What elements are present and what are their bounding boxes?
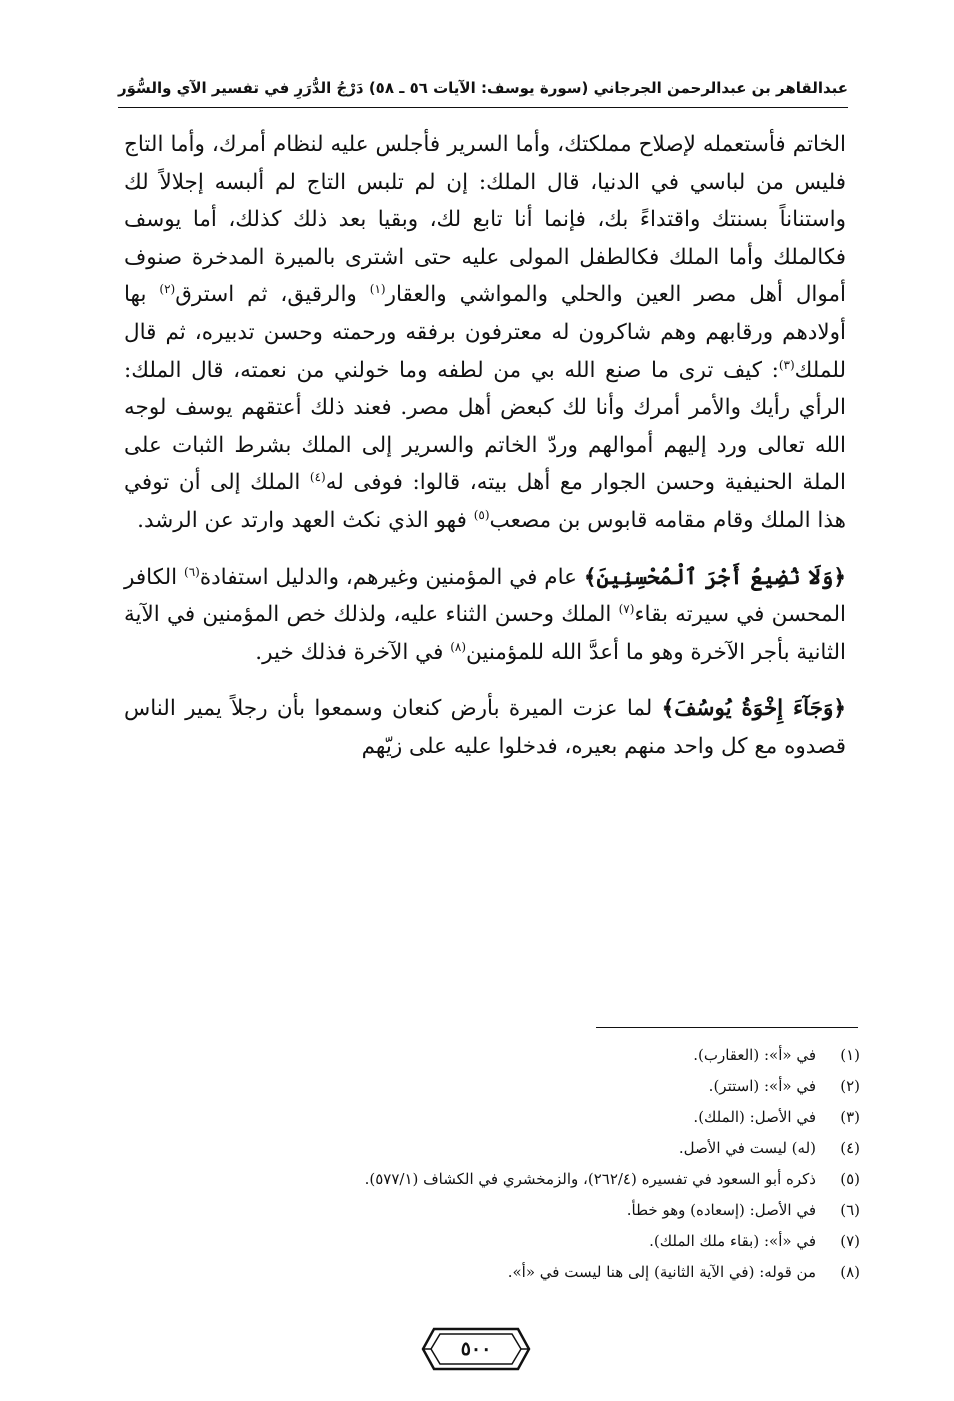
footnote-text: في «أ»: (استتر). xyxy=(708,1077,816,1095)
footnote-text: من قوله: (في الآية الثانية) إلى هنا ليست في «أ». xyxy=(507,1263,816,1281)
text-run: بها أولادهم ورقابهم وهم شاكرون له معترفون برفقه ورحمته وحسن تدبيره، ثم قال للملك xyxy=(124,282,846,383)
quran-verse: وَجَآءَ إِخْوَةُ يُوسُفَ xyxy=(674,696,834,722)
author-name: عبدالقاهر بن عبدالرحمن الجرجاني xyxy=(593,79,848,97)
footnote-text: في الأصل: (إسعاده) وهو خطأ. xyxy=(626,1201,816,1219)
paragraph-gap xyxy=(124,540,846,559)
footnote-ref-2[interactable]: (٢) xyxy=(159,282,176,297)
footnote-number: (٥) xyxy=(840,1170,860,1188)
footnote-ref-5[interactable]: (٥) xyxy=(473,507,490,522)
footnote-item xyxy=(140,1164,860,1195)
main-text xyxy=(124,126,846,766)
book-title: دَرْجُ الدُّرَرِ في تفسير الآي والسُّوَر xyxy=(118,79,364,97)
verse-open-bracket: ﴿ xyxy=(833,564,846,590)
footnote-text: في الأصل: (الملك). xyxy=(693,1108,816,1126)
text-run: الملك إلى أن توفي هذا الملك وقام مقامه قابوس بن مصعب xyxy=(124,470,846,533)
paragraph-1 xyxy=(124,126,846,540)
footnote-text: في «أ»: (العقارب). xyxy=(693,1046,816,1064)
footnote-ref-7[interactable]: (٧) xyxy=(618,601,635,616)
page-number-ornament xyxy=(420,1326,532,1372)
page-number: ٥٠٠ xyxy=(460,1338,492,1360)
surah-section: (سورة يوسف: الآيات ٥٦ ـ ٥٨) xyxy=(368,79,589,97)
footnote-item xyxy=(140,1257,860,1288)
footnote-number: (١) xyxy=(840,1046,860,1064)
footnote-text: ذكره أبو السعود في تفسيره (٢٦٢/٤)، والزمخشري في الكشاف (٥٧٧/١). xyxy=(364,1170,816,1188)
footnote-number: (٦) xyxy=(840,1201,860,1219)
paragraph-gap xyxy=(124,671,846,690)
footnote-ref-3[interactable]: (٣) xyxy=(778,357,795,372)
footnote-number: (٨) xyxy=(840,1263,860,1281)
footnotes xyxy=(140,1040,860,1288)
running-head xyxy=(118,72,848,104)
footnote-number: (٢) xyxy=(840,1077,860,1095)
paragraph-3 xyxy=(124,690,846,765)
footnote-ref-4[interactable]: (٤) xyxy=(309,470,326,485)
footnote-number: (٤) xyxy=(840,1139,860,1157)
footnote-item xyxy=(140,1226,860,1257)
text-run: : كيف ترى ما صنع الله بي من لطفه وما خولني من نعمته، قال الملك: الرأي رأيك والأمر أمرك وأنا لك كبعض أهل مصر. فعند ذلك أعتقهم يوسف لوجه الله تعالى ورد إليهم أموالهم وردّ الخاتم والسرير إلى الملك بشرط الثبات على الملة الحنيفية وحسن الجوار مع أهل بيته، قالوا: فوفى له xyxy=(124,357,846,496)
verse-close-bracket: ﴾ xyxy=(583,564,597,590)
footnote-item xyxy=(140,1133,860,1164)
text-run: الملك وحسن الثناء عليه، ولذلك خص المؤمنين في الآية الثانية بأجر الآخرة وهو ما أعدَّ الله للمؤمنين xyxy=(124,602,846,665)
text-run: فهو الذي نكث العهد وارتد عن الرشد. xyxy=(137,507,474,533)
footnote-rule xyxy=(596,1027,858,1028)
footnote-item xyxy=(140,1102,860,1133)
footnote-text: (له) ليست في الأصل. xyxy=(678,1139,816,1157)
footnote-ref-8[interactable]: (٨) xyxy=(450,639,467,654)
footnote-number: (٧) xyxy=(840,1232,860,1250)
footnote-number: (٣) xyxy=(840,1108,860,1126)
verse-close-bracket: ﴾ xyxy=(661,696,675,722)
text-run: الخاتم فأستعمله لإصلاح مملكتك، وأما السرير فأجلس عليه لنظام أمرك، وأما التاج فليس من لباسي في الدنيا، قال الملك: إن لم تلبس التاج لم ألبسه إجلالاً لك واستناناً بسنتك واقتداءً بك، فإنما أنا تابع لك، وبقيا بعد ذلك كذلك، أما يوسف فكالملك وأما الملك فكالطفل المولى عليه حتى اشترى بالميرة المدخرة صنوف أموال أهل مصر العين والحلي والمواشي والعقار xyxy=(124,132,847,308)
footnote-item xyxy=(140,1195,860,1226)
footnote-ref-1[interactable]: (١) xyxy=(369,282,386,297)
verse-open-bracket: ﴿ xyxy=(833,696,846,722)
quran-verse: وَلَا نُضِيعُ أَجْرَ ٱلْمُحْسِنِينَ xyxy=(596,564,834,590)
text-run: لما عزت الميرة بأرض كنعان وسمعوا بأن رجلاً يمير الناس قصدوه مع كل واحد منهم بعيره، فدخلوا عليه على زيّهم xyxy=(124,696,846,759)
text-run: الكافر المحسن في سيرته بقاء xyxy=(124,564,846,628)
footnote-ref-6[interactable]: (٦) xyxy=(184,564,200,579)
footnote-text: في «أ»: (بقاء ملك الملك). xyxy=(649,1232,816,1250)
text-run: عام في المؤمنين وغيرهم، والدليل استفادة xyxy=(199,564,584,590)
text-run: في الآخرة فذلك خير. xyxy=(255,639,451,665)
footnote-item xyxy=(140,1040,860,1071)
header-rule xyxy=(118,107,848,108)
text-run: والرقيق، ثم استرق xyxy=(175,282,370,308)
footnote-item xyxy=(140,1071,860,1102)
paragraph-2 xyxy=(124,559,846,672)
